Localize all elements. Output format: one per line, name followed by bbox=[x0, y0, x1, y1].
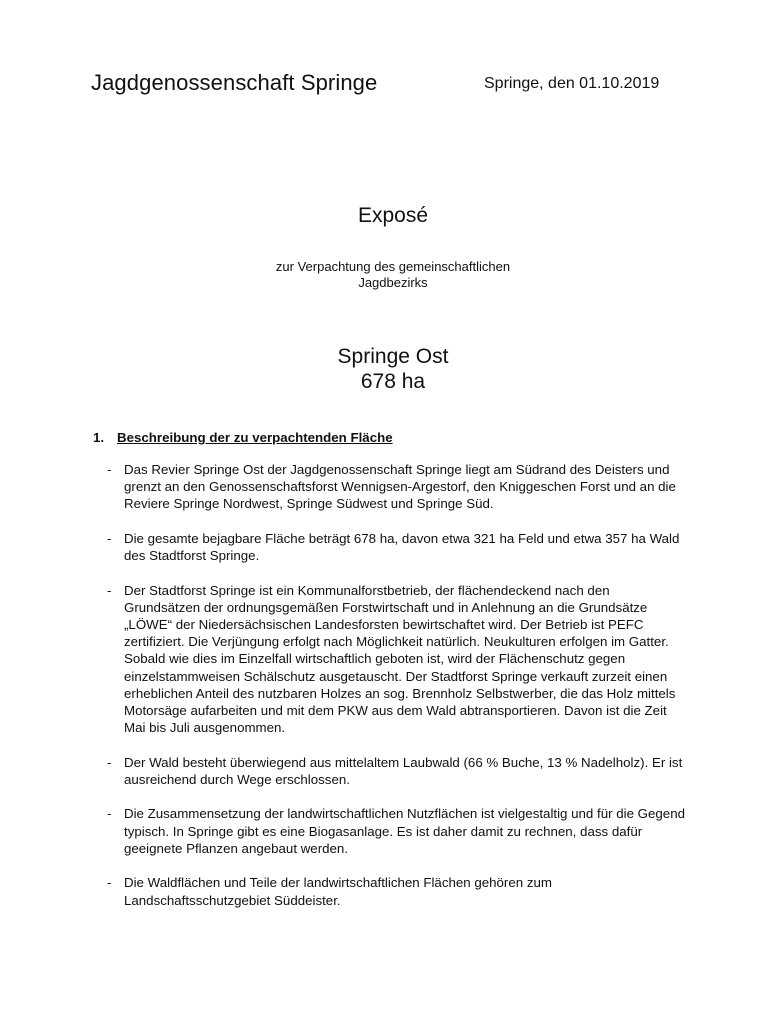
list-item-text: Die Waldflächen und Teile der landwirtschaftlichen Flächen gehören zum Landschaftsschutzgebiet Süddeister. bbox=[124, 875, 552, 908]
list-item-text: Der Wald besteht überwiegend aus mittelaltem Laubwald (66 % Buche, 13 % Nadelholz). Er ist ausreichend durch Wege erschlossen. bbox=[124, 754, 683, 787]
bullet-marker: - bbox=[107, 462, 112, 477]
list-item-text: Die gesamte bejagbare Fläche beträgt 678 ha, davon etwa 321 ha Feld und etwa 357 ha Wald des Stadtforst Springe. bbox=[124, 530, 680, 564]
list-item-text: Der Stadtforst Springe ist ein Kommunalforstbetrieb, der flächendeckend nach den Grundsätzen der ordnungsgemäßen Forstwirtschaft und in Anlehnung an die Grundsätze „LÖWE“ der Niedersächsischen Landesforsten bewirtschaftet wird. Der Betrieb ist PEFC zertifiziert. Die Verjüngung erfolgt nach Möglichkeit natürlich. Neukulturen erfolgen im Gatter. Sobald wie dies im Einzelfall wirtschaftlich geboten ist, wird der Flächenschutz gegen einzelstammweisen Schälschutz ausgetauscht. Der Stadtforst Springe verkauft zurzeit einen erheblichen Anteil des nutzbaren Holzes an sog. Brennholz Selbstwerber, die das Holz mittels Motorsäge aufarbeiten und mit dem PKW aus dem Wald abtransportieren. Davon ist die Zeit Mai bis Juli ausgenommen. bbox=[124, 582, 676, 736]
list-item bbox=[107, 461, 687, 513]
description-list bbox=[107, 461, 687, 926]
subtitle-line: Jagdbezirks bbox=[358, 275, 428, 290]
section-number: 1. bbox=[93, 430, 105, 445]
list-item bbox=[107, 874, 687, 908]
bullet-marker: - bbox=[107, 754, 112, 770]
document-title: Exposé bbox=[357, 204, 429, 227]
revier-block bbox=[0, 344, 770, 394]
bullet-marker: - bbox=[107, 875, 112, 891]
place-date: Springe, den 01.10.2019 bbox=[484, 75, 660, 92]
bullet-marker: - bbox=[107, 582, 112, 598]
organization-name: Jagdgenossenschaft Springe bbox=[91, 70, 378, 95]
revier-name: Springe Ost bbox=[337, 345, 449, 368]
list-item-text: Die Zusammensetzung der landwirtschaftlichen Nutzflächen ist vielgestaltig und für die Gegend typisch. In Springe gibt es eine Biogasanlage. Es ist daher damit zu rechnen, dass dafür geeignete Pflanzen angebaut werden. bbox=[124, 806, 685, 856]
document-subtitle bbox=[0, 259, 770, 291]
revier-area: 678 ha bbox=[360, 370, 426, 393]
section-heading bbox=[93, 430, 393, 445]
list-item bbox=[107, 805, 687, 857]
bullet-marker: - bbox=[107, 530, 112, 546]
list-item-text: Das Revier Springe Ost der Jagdgenossenschaft Springe liegt am Südrand des Deisters und grenzt an den Genossenschaftsforst Wennigsen-Argestorf, den Kniggeschen Forst und an die Reviere Springe Nordwest, Springe Südwest und Springe Süd. bbox=[124, 462, 676, 512]
list-item bbox=[107, 530, 687, 564]
bullet-marker: - bbox=[107, 806, 112, 822]
list-item bbox=[107, 754, 687, 788]
section-title: Beschreibung der zu verpachtenden Fläche bbox=[117, 430, 393, 445]
subtitle-line: zur Verpachtung des gemeinschaftlichen bbox=[275, 259, 511, 274]
list-item bbox=[107, 582, 687, 737]
